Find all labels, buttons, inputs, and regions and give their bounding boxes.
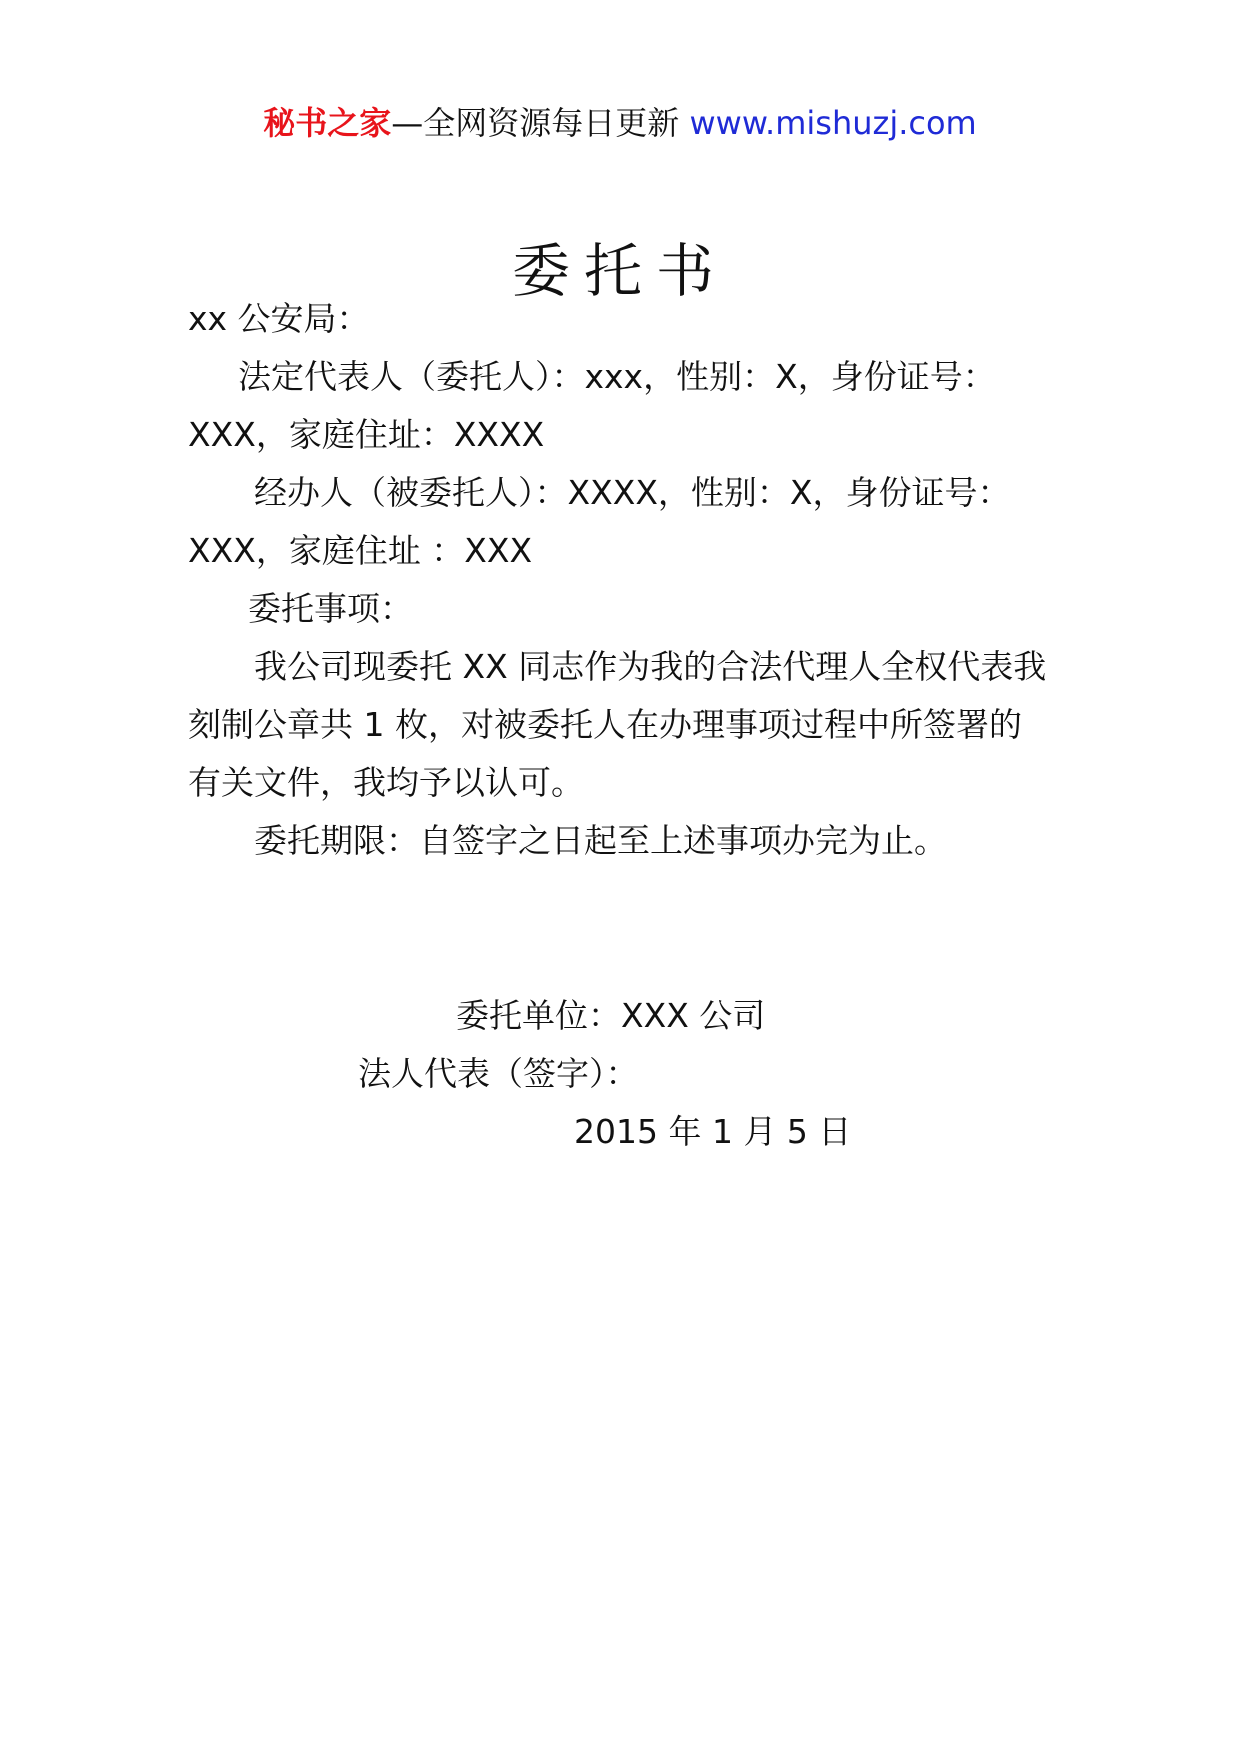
signature-date: 2015 年 1 月 5 日 <box>574 1112 852 1151</box>
agent-line-2: XXX，家庭住址 ：XXX <box>188 531 533 570</box>
legal-representative-signature: 法人代表（签字）： <box>358 1054 639 1093</box>
principal-line-1: 法定代表人（委托人）：xxx，性别：X，身份证号： <box>238 357 996 396</box>
matters-line-3: 有关文件，我均予以认可。 <box>188 763 584 802</box>
site-header <box>0 101 1240 145</box>
matters-heading: 委托事项： <box>248 589 413 628</box>
addressee: xx 公安局： <box>188 299 370 338</box>
term-line: 委托期限：自签字之日起至上述事项办完为止。 <box>254 821 947 860</box>
brand-name: 秘书之家 <box>263 104 392 142</box>
header-tagline: —全网资源每日更新 <box>391 104 680 142</box>
document-title: 委托书 <box>511 237 728 305</box>
matters-line-1: 我公司现委托 XX 同志作为我的合法代理人全权代表我 <box>254 647 1047 686</box>
site-url-link[interactable]: www.mishuzj.com <box>689 104 977 142</box>
principal-line-2: XXX，家庭住址：XXXX <box>188 415 545 454</box>
entrusting-unit: 委托单位：XXX 公司 <box>456 996 766 1035</box>
matters-line-2: 刻制公章共 1 枚，对被委托人在办理事项过程中所签署的 <box>188 705 1022 744</box>
agent-line-1: 经办人（被委托人）：XXXX，性别：X，身份证号： <box>254 473 1011 512</box>
